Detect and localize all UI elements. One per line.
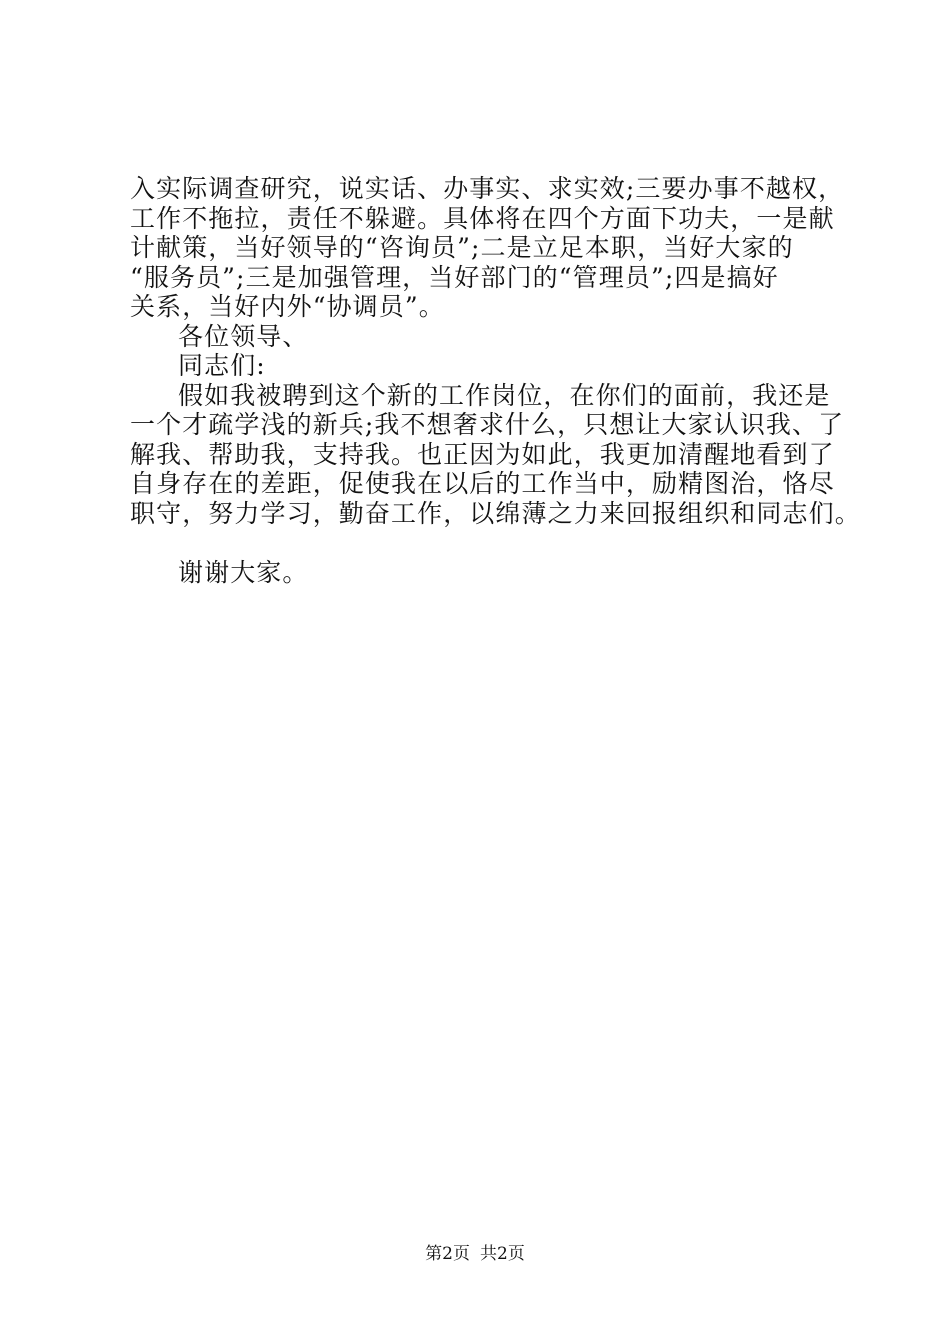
blank-line — [130, 528, 850, 558]
page-footer — [0, 1243, 950, 1265]
paragraph-line: 入实际调查研究，说实话、办事实、求实效;三要办事不越权， — [130, 174, 845, 203]
salutation-line: 同志们: — [178, 351, 266, 380]
page-number: 第2页 — [425, 1244, 470, 1264]
document-body — [130, 174, 861, 587]
paragraph-line: “服务员”;三是加强管理，当好部门的“管理员”;四是搞好 — [130, 262, 779, 292]
paragraph-line: 关系，当好内外“协调员”。 — [130, 292, 445, 321]
paragraph-line: 一个才疏学浅的新兵;我不想奢求什么，只想让大家认识我、了 — [130, 410, 845, 439]
page-total: 共2页 — [480, 1244, 525, 1264]
paragraph-line: 假如我被聘到这个新的工作岗位，在你们的面前，我还是 — [178, 380, 831, 410]
paragraph-line: 职守，努力学习，勤奋工作，以绵薄之力来回报组织和同志们。 — [130, 498, 861, 528]
closing-line: 谢谢大家。 — [178, 557, 309, 587]
paragraph-line: 工作不拖拉，责任不躲避。具体将在四个方面下功夫，一是献 — [130, 203, 835, 233]
salutation-line: 各位领导、 — [178, 321, 309, 351]
paragraph-line: 自身存在的差距，促使我在以后的工作当中，励精图治，恪尽 — [130, 469, 835, 498]
paragraph-line: 解我、帮助我，支持我。也正因为如此，我更加清醒地看到了 — [130, 439, 835, 469]
paragraph-line: 计献策，当好领导的“咨询员”;二是立足本职，当好大家的 — [130, 233, 794, 262]
